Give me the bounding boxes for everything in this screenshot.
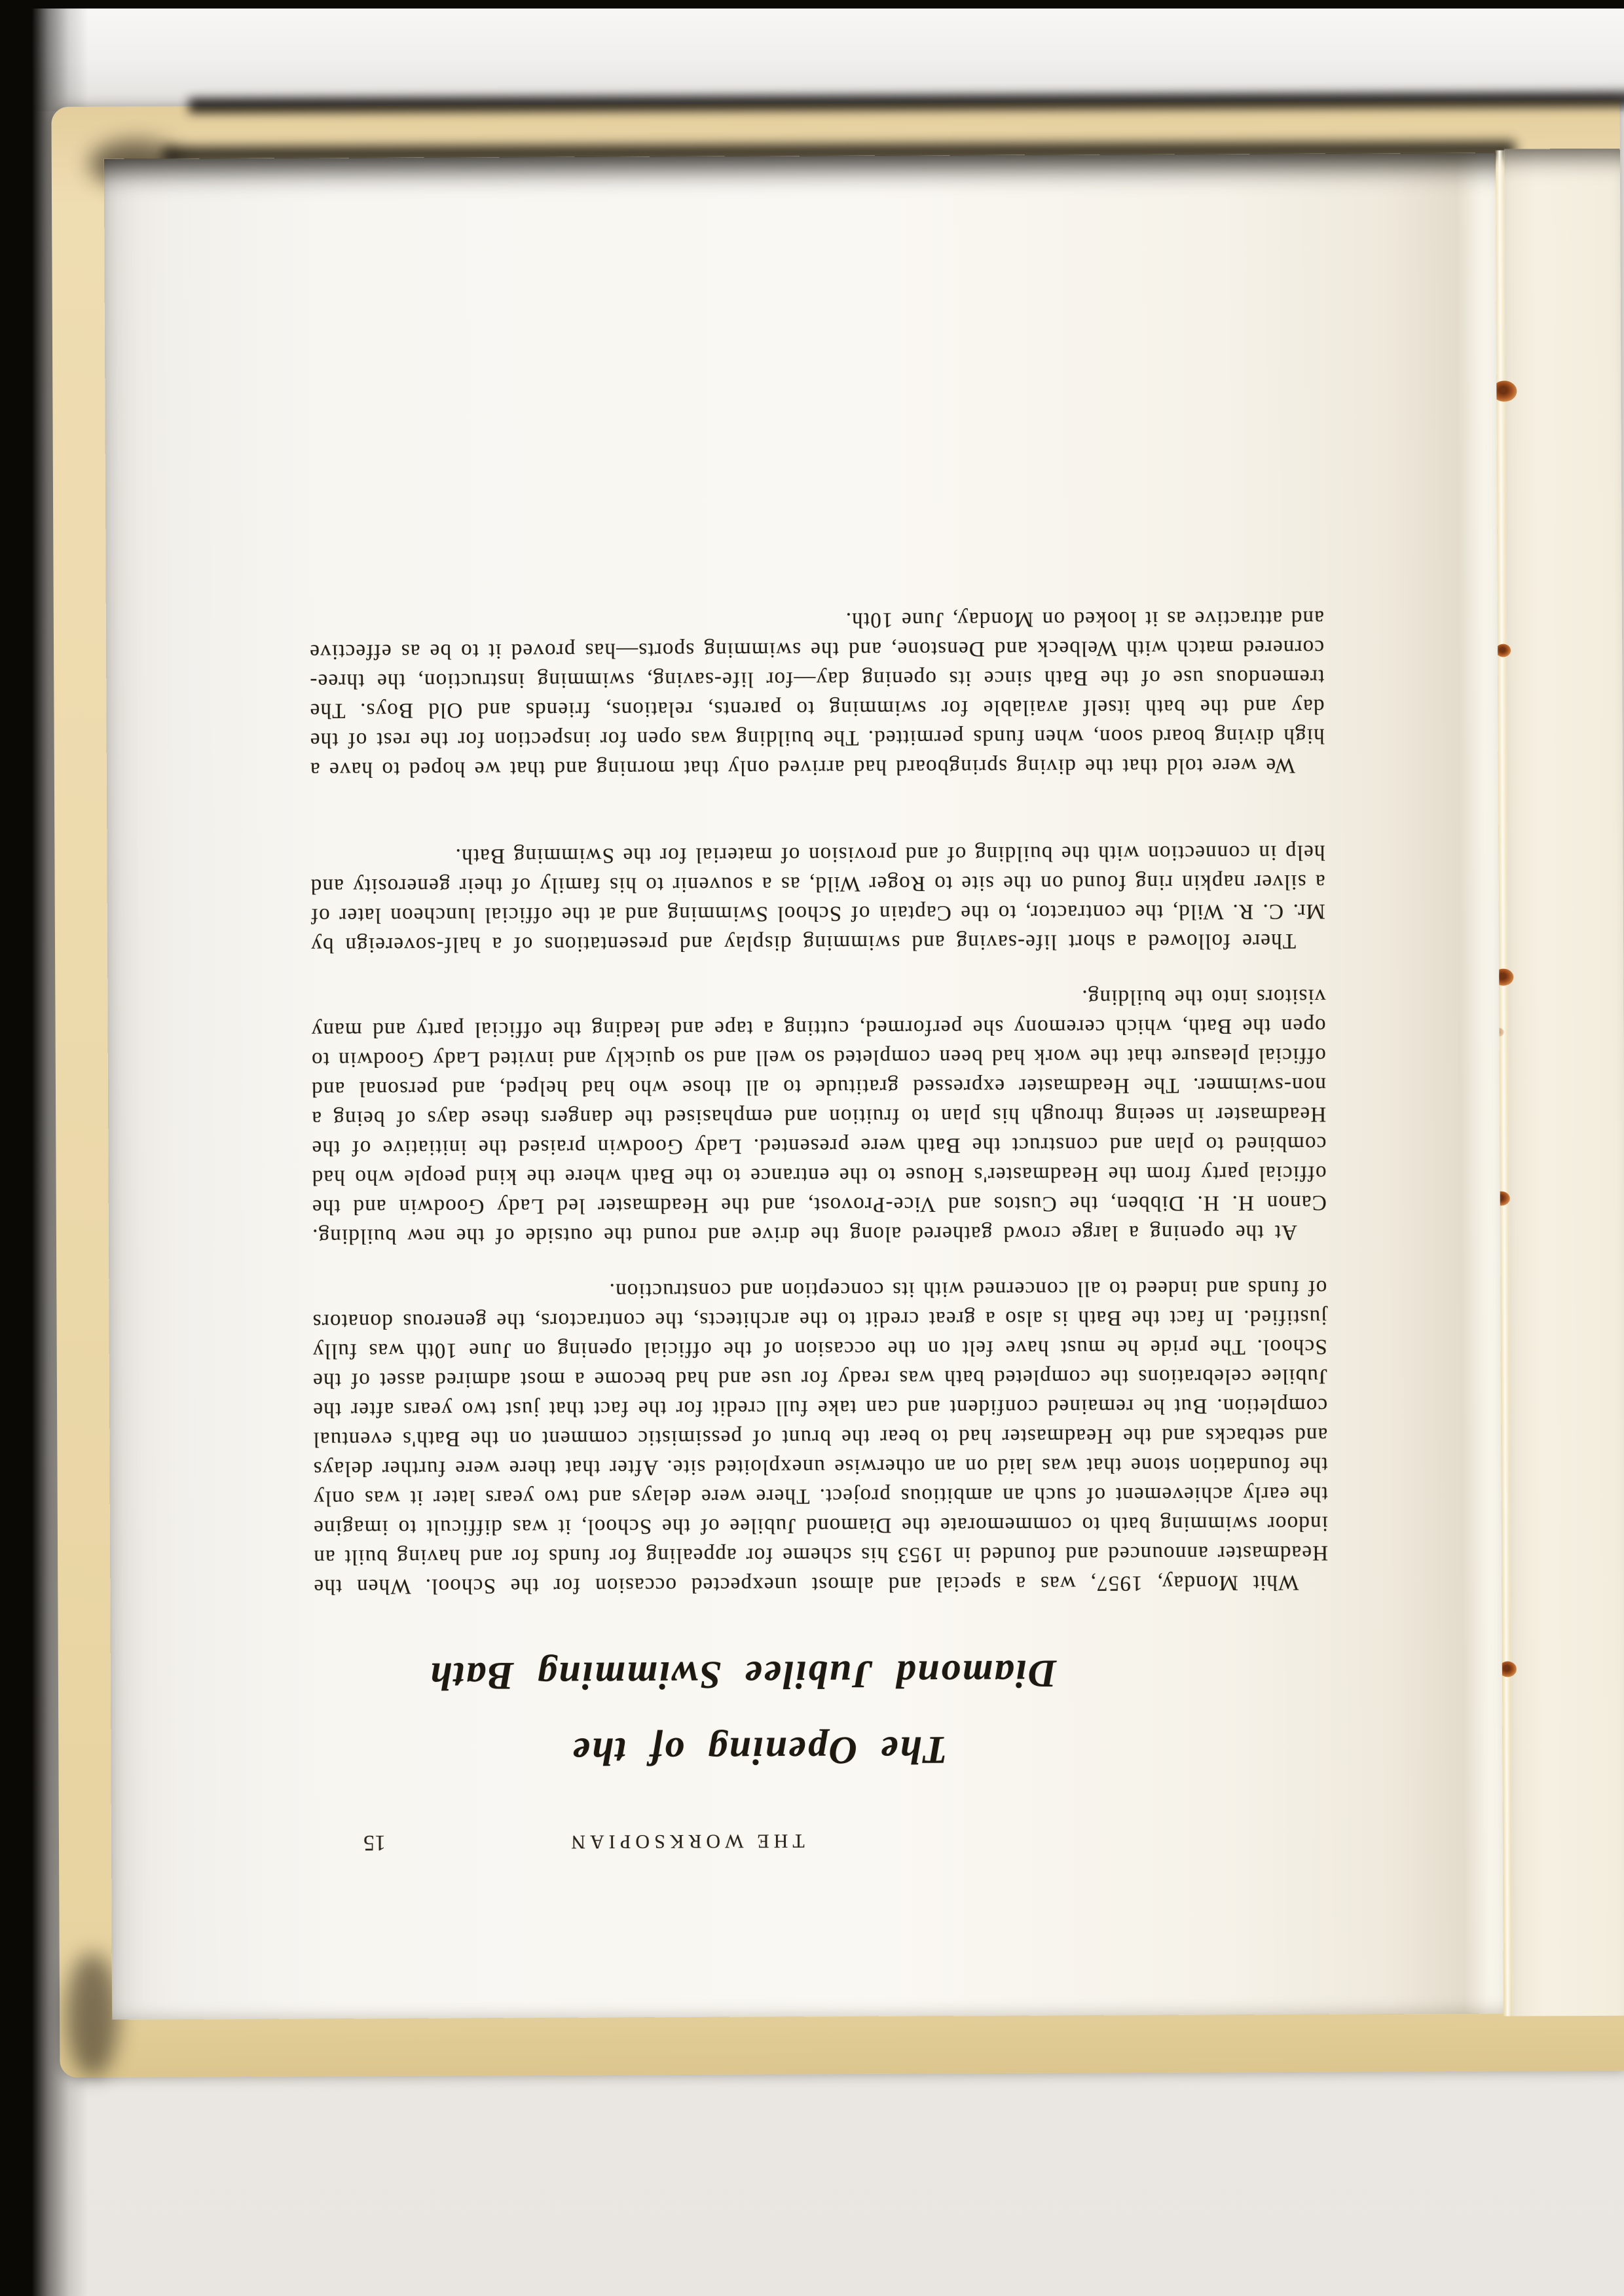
page-number: 15 <box>363 1831 386 1855</box>
facing-page-edge <box>1504 149 1624 2016</box>
scan-edge-top <box>0 0 1624 9</box>
article-title-line-2: Diamond Jubilee Swimming Bath <box>428 1652 1057 1698</box>
cover-corner-shadow-bottom-left <box>66 1953 119 2077</box>
book <box>51 100 1624 2077</box>
article-paragraph: At the opening a large crowd gathered along the drive and round the outside of the new building. Canon H. H. Dibben, the Custos and Vice-Provost, and the Headmaster led Lady Goodwin and the official party from the Headmaster's House to the entrance to the Bath where the kind people who had combined to plan and construct the Bath were presented. Lady Goodwin praised the initiative of the Headmaster in seeing through his plan to fruition and emphasised the dangers these days of being a non-swimmer. The Headmaster expressed gratitude to all those who had helped, and personal and official pleasure that the work had been completed so well and so quickly and invited Lady Goodwin to open the Bath, which ceremony she performed, cutting a tape and leading the official party and many visitors into the building. <box>310 984 1327 1248</box>
rust-stain <box>1496 644 1511 657</box>
article-body <box>309 603 1329 1601</box>
article-paragraph: There followed a short life-saving and swimming display and presentations of a half-sovereign by Mr. C. R. Wild, the contractor, to the Captain of School Swimming and at the official luncheon later of a silver napkin ring found on the site to Roger Wild, as a souvenir to his family of their generosity and help in connection with the building of and provision of material for the Swimming Bath. <box>310 840 1325 957</box>
journal-running-head: THE WORKSOPIAN <box>566 1830 805 1853</box>
book-page <box>104 153 1504 2020</box>
page-content-upside-down <box>104 153 1504 2020</box>
article-title-line-1: The Opening of the <box>570 1728 948 1774</box>
article-paragraph: Whit Monday, 1957, was a special and almost unexpected occasion for the School. When the Headmaster announced and founded in 1953 his scheme for appealing for funds for and having built an indoor swimming bath to commemorate the Diamond Jubilee of the School, it was difficult to imagine the early achievement of such an ambitious project. There were delays and two years later it was only the foundation stone that was laid on an otherwise unexploited site. After that there were further delays and setbacks and the Headmaster had to bear the brunt of pessimistic comment on the Bath's eventual completion. But he remained confident and can take full credit for the fact that just two years after the Jubilee celebrations the completed bath was ready for use and had become a most admired asset of the School. The pride he must have felt on the occasion of the official opening on June 10th was fully justified. In fact the Bath is also a great credit to the architects, the contractors, the generous donators of funds and indeed to all concerned with its conception and construction. <box>312 1275 1329 1599</box>
article-paragraph: We were told that the diving springboard had arrived only that morning and that we hoped to have a high diving board soon, when funds permitted. The building was open for inspection for the rest of the day and the bath itself available for swimming to parents, relations, friends and Old Boys. The tremendous use of the Bath since its opening day—for life-saving, swimming instruction, the three-cornered match with Welbeck and Denstone, and the swimming sports—has proved it to be as effective and attractive as it looked on Monday, June 10th. <box>309 606 1325 782</box>
